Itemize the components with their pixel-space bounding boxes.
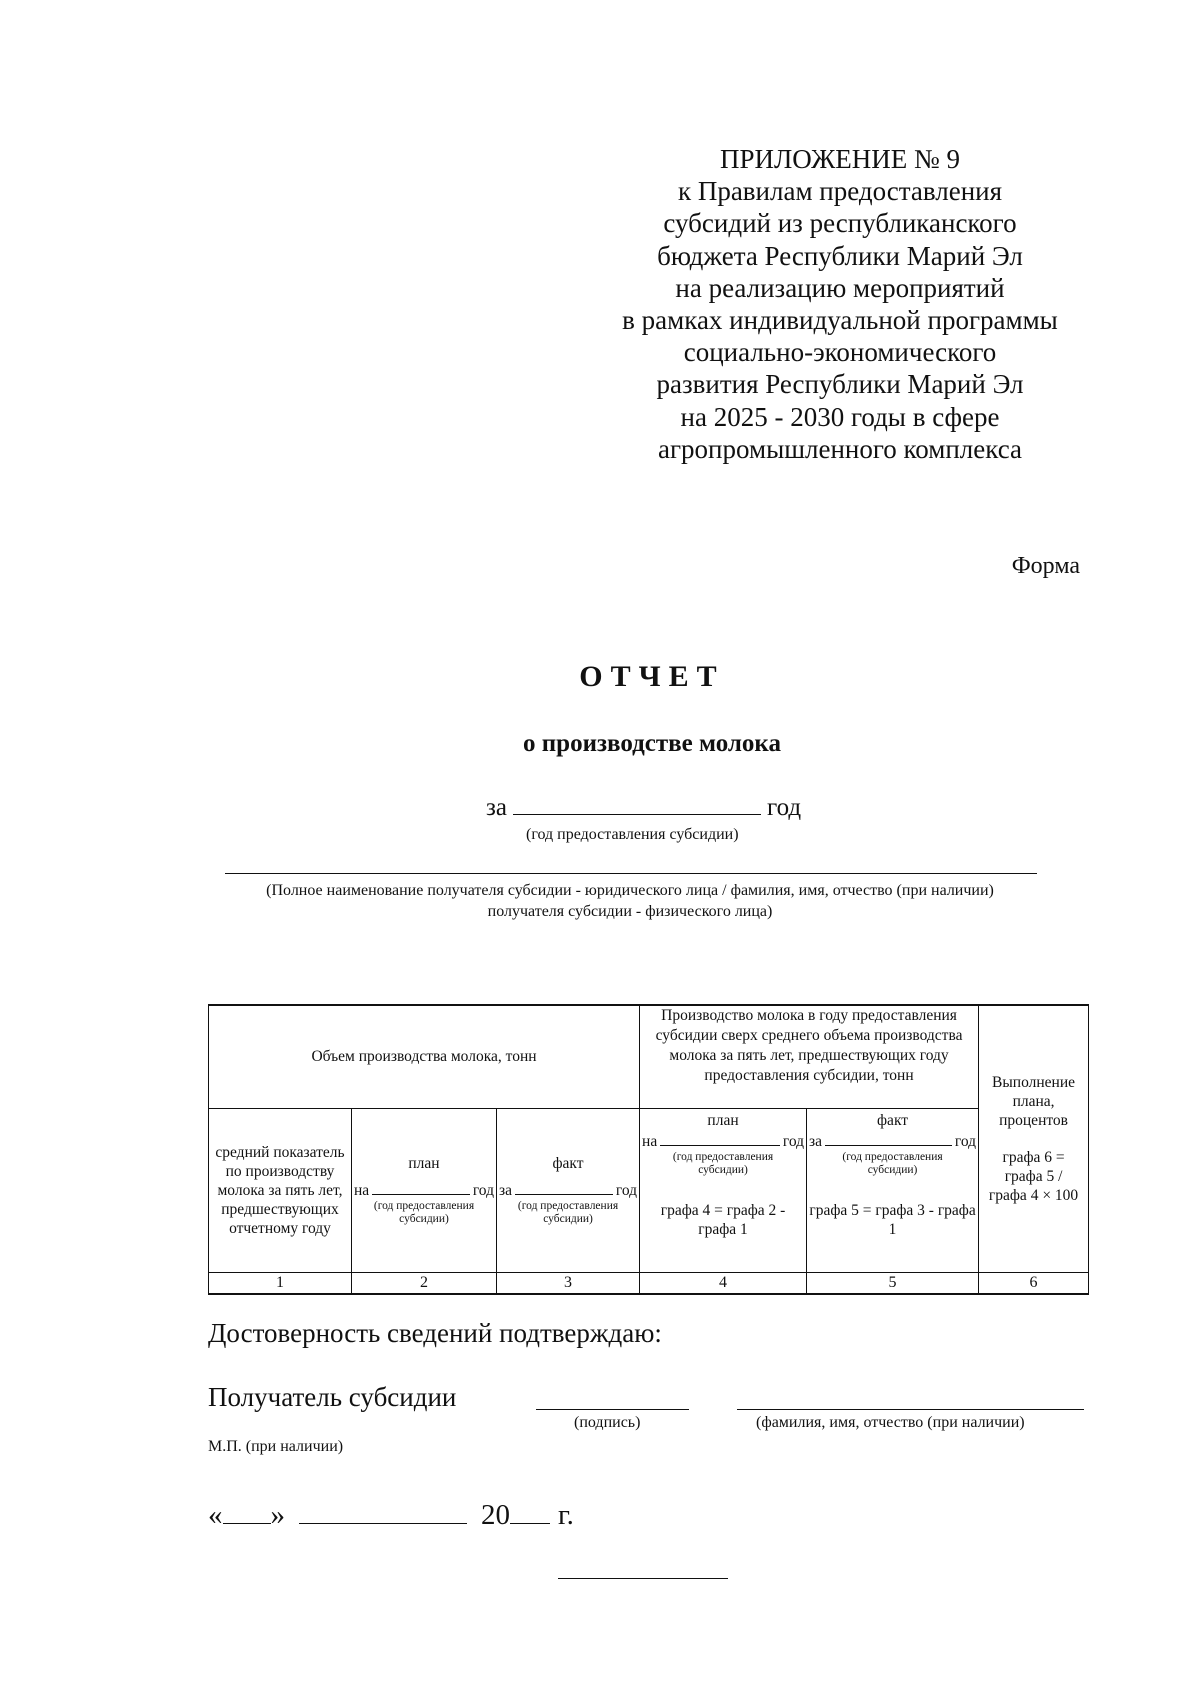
column-number: 3 [497,1272,640,1294]
col3-god: год [615,1182,638,1199]
recipient-name-field[interactable] [225,873,1037,874]
group-header-excess: Производство молока в году предоставления субсидии сверх среднего объема производства молока за пять лет, предшествующих году предоставления субсидии, тонн [640,1005,979,1108]
col5-za: за [809,1132,823,1150]
year-hint: (год предоставления субсидии) [526,826,739,843]
fio-hint: (фамилия, имя, отчество (при наличии) [756,1414,1025,1431]
col6-formula: графа 6 = графа 5 / графа 4 × 100 [988,1148,1079,1204]
col4-god: год [782,1132,805,1150]
appendix-line: бюджета Республики Марий Эл [657,240,1023,271]
appendix-line: ПРИЛОЖЕНИЕ № 9 [719,144,961,174]
year-suffix: год [766,794,802,821]
col5-header [807,1108,979,1272]
report-subtitle: о производстве молока [523,730,781,757]
appendix-line: на 2025 - 2030 годы в сфере [680,401,1000,432]
confirmation-text: Достоверность сведений подтверждаю: [208,1318,662,1348]
col2-title: план [408,1155,440,1172]
date-year-suffix: г. [558,1499,574,1531]
recipient-name-hint [205,880,1055,922]
date-century: 20 [481,1499,510,1531]
date-day-field[interactable] [223,1499,271,1524]
recipient-label: Получатель субсидии [208,1382,457,1412]
date-close-quote: » [270,1499,285,1531]
col4-formula: графа 4 = графа 2 - графа 1 [660,1201,786,1238]
milk-production-table [208,1004,1089,1295]
col3-hint: (год предоставления субсидии) [517,1200,619,1225]
column-number: 5 [807,1272,979,1294]
col5-year-field[interactable] [825,1132,952,1146]
col5-formula: графа 5 = графа 3 - графа 1 [809,1201,976,1238]
col5-hint: (год предоставления субсидии) [842,1150,943,1176]
appendix-line: развития Республики Марий Эл [656,369,1024,400]
column-number: 4 [640,1272,807,1294]
col3-title: факт [552,1155,584,1172]
recipient-hint-line: получателя субсидии - физического лица) [487,903,773,920]
report-year-line [486,792,801,822]
form-label: Форма [1011,553,1080,579]
column-number: 2 [352,1272,497,1294]
col2-god: год [472,1182,494,1199]
appendix-line: к Правилам предоставления [677,176,1003,207]
stamp-label: М.П. (при наличии) [208,1438,344,1455]
fio-field[interactable] [737,1409,1084,1410]
column-number: 6 [979,1272,1089,1294]
col4-na: на [642,1132,658,1150]
col3-year-field[interactable] [515,1181,613,1195]
col4-year-field[interactable] [660,1132,780,1146]
appendix-heading [600,143,1080,465]
date-month-field[interactable] [299,1499,467,1524]
col3-za: за [499,1182,513,1199]
recipient-hint-line: (Полное наименование получателя субсидии - юридического лица / фамилия, имя, отчество (при наличии) [266,882,994,899]
col4-header [640,1108,807,1272]
appendix-line: социально-экономического [683,337,997,368]
col2-header [352,1108,497,1272]
date-year-field[interactable] [510,1499,550,1524]
signature-hint: (подпись) [574,1414,641,1431]
year-blank-field[interactable] [513,792,761,815]
appendix-line: субсидий из республиканского [663,208,1017,239]
appendix-line: на реализацию мероприятий [675,272,1005,303]
group-header-volume: Объем производства молока, тонн [209,1005,640,1108]
report-title: ОТЧЕТ [579,660,725,693]
end-rule [558,1578,728,1579]
col4-title: план [707,1111,739,1129]
signature-field[interactable] [536,1409,689,1410]
col2-na: на [354,1182,370,1199]
year-prefix: за [486,794,507,821]
date-open-quote: « [208,1499,223,1531]
col6-title: Выполнение плана, процентов [992,1073,1076,1129]
col6-header [979,1005,1089,1272]
column-number: 1 [209,1272,352,1294]
col2-year-field[interactable] [372,1181,470,1195]
col5-title: факт [877,1111,909,1129]
col1-header: средний показатель по производству молока за пять лет, предшествующих отчетному году [209,1108,352,1272]
col5-god: год [954,1132,977,1150]
date-line [208,1499,574,1532]
col3-header [497,1108,640,1272]
col4-hint: (год предоставления субсидии) [672,1150,774,1176]
col2-hint: (год предоставления субсидии) [373,1200,475,1225]
appendix-line: в рамках индивидуальной программы [622,305,1058,336]
appendix-line: агропромышленного комплекса [658,433,1022,464]
